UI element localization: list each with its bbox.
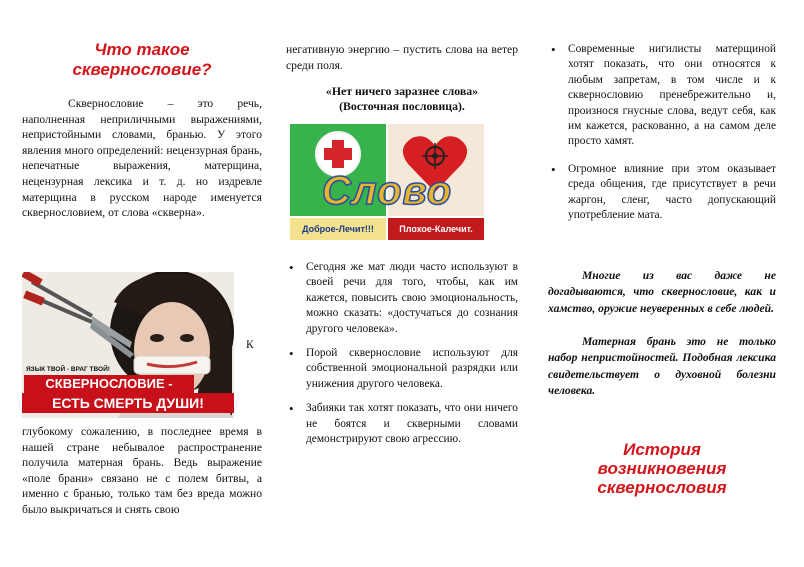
poster-banner-line-2: ЕСТЬ СМЕРТЬ ДУШИ! [22, 393, 234, 413]
poster-image-death-of-soul [22, 272, 234, 418]
bullet-icon: • [551, 42, 556, 57]
column-right [548, 0, 776, 567]
bullet-icon: • [289, 401, 294, 417]
history-title-line-2: возникновения [597, 459, 727, 478]
list-item: • Современные нигилисты матерщиной хотят показать, что они относятся к любым запретам, в том числе и к сквернословию пренебрежительно и, произнося гнусные слова, ведут себя, как им кажется, раскованно, а на самом деле просто хамят. [551, 42, 776, 148]
poster-label-bad: Плохое-Калечит. [399, 224, 473, 234]
bullet-list-right [548, 42, 776, 232]
poster-image-word [290, 124, 484, 244]
poster-banner-line-1: СКВЕРНОСЛОВИЕ - [24, 375, 194, 393]
list-item: • Сегодня же мат люди часто используют в своей речи для того, чтобы, как им кажется, повысить свою эмоциональность, можно сказать: «достучаться до сознания другого человека». [289, 260, 518, 335]
poster-word-title: Слово [321, 169, 453, 213]
history-title-line-1: История [623, 440, 701, 459]
column-middle [286, 0, 518, 567]
list-item: • Огромное влияние при этом оказывает среда общения, где присутствует в речи жаргон, сленг, часто допускающий употребление мата. [551, 161, 776, 222]
proverb-line-2: (Восточная пословица). [339, 99, 465, 113]
proverb [286, 84, 518, 114]
section-title-history [548, 440, 776, 497]
continuation-paragraph: глубокому сожалению, в последнее время в нашей стране небывалое распространение получила матерная брань. Ведь выражение «поле брани» связано не с полем битвы, а именно с бранью, только там без вреда можно было выкричаться и снять свою [22, 425, 262, 516]
column-left [22, 0, 262, 567]
list-item: • Порой сквернословие используют для собственной эмоциональной разрядки или унижения другого человека. [289, 346, 518, 390]
emphasis-paragraph-1: Многие из вас даже не догадываются, что сквернословие, как и хамство, оружие неуверенных в себе людей. [548, 269, 776, 315]
poster-label-good: Доброе-Лечит!!! [302, 224, 374, 234]
intro-paragraph: Сквернословие – это речь, наполненная неприличными выражениями, непристойными словами, бранью. У этого явления много определений: нецензурная брань, непечатные выражения, матерщина, нецензурная лексика и т. д. но издревле матерщина в русском народе именуется сквернословием, от слова «скверна». [22, 97, 262, 220]
continuation-top-text: негативную энергию – пустить слова на ветер среди поля. [286, 43, 518, 72]
bullet-icon: • [551, 161, 556, 177]
bullet-icon: • [289, 260, 294, 275]
bullet-list-middle [286, 260, 518, 456]
list-item: • Забияки так хотят показать, что они ничего не боятся и скверными словами демонстрируют свою агрессию. [289, 401, 518, 446]
poster-small-caption: ЯЗЫК ТВОЙ - ВРАГ ТВОЙ! [26, 366, 110, 373]
proverb-line-1: «Нет ничего заразнее слова» [325, 84, 479, 98]
history-title-line-3: сквернословия [597, 478, 727, 497]
emphasis-paragraph-2: Матерная брань это не только набор непристойностей. Подобная лексика свидетельствует о духовной болезни человека. [548, 335, 776, 398]
bullet-icon: • [289, 346, 294, 362]
dropcap-k: К [246, 338, 254, 351]
section-title-what-is [22, 40, 262, 80]
title-line-2: сквернословие? [72, 60, 212, 79]
title-line-1: Что такое [94, 40, 190, 59]
